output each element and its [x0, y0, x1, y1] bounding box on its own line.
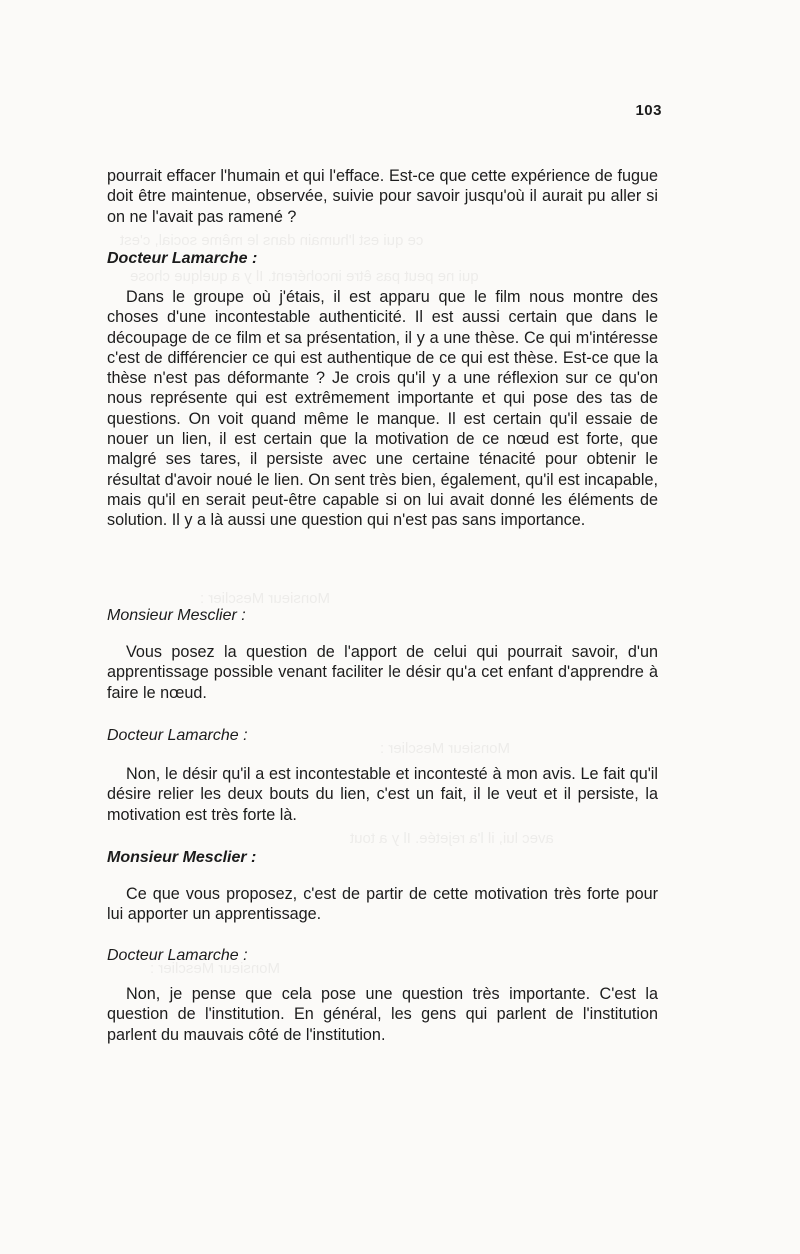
bleed-through-text: Monsieur Mesclier : — [200, 590, 331, 607]
paragraph: Non, je pense que cela pose une question très importante. C'est la question de l'institution. En général, les gens qui parlent de l'institution parlent du mauvais côté de l'institution. — [107, 985, 658, 1044]
paragraph: Ce que vous proposez, c'est de partir de cette motivation très forte pour lui apporter un apprentissage. — [107, 885, 658, 924]
paragraph: Non, le désir qu'il a est incontestable et incontesté à mon avis. Le fait qu'il désire relier les deux bouts du lien, c'est un fait, il le veut et il persiste, la motivation est très forte là. — [107, 765, 658, 824]
speaker-label: Docteur Lamarche : — [107, 727, 248, 744]
page-number: 103 — [635, 102, 662, 119]
bleed-through-text: Monsieur Mesclier : — [150, 960, 281, 977]
bleed-through-text: Monsieur Mesclier : — [380, 740, 511, 757]
bleed-through-text: avec lui, il l'a rejetée. Il y a tout — [350, 830, 554, 847]
paragraph: Vous posez la question de l'apport de celui qui pourrait savoir, d'un apprentissage possible venant faciliter le désir qu'a cet enfant d'apprendre à faire le nœud. — [107, 643, 658, 702]
bleed-through-text: qui ne peut pas être incohérent. Il y a quelque chose — [130, 268, 479, 285]
bleed-through-text: ce qui est l'humain dans le même social, c'est — [120, 232, 424, 249]
speaker-label: Docteur Lamarche : — [107, 947, 248, 964]
paragraph-continuation: pourrait effacer l'humain et qui l'efface. Est-ce que cette expérience de fugue doit être maintenue, observée, suivie pour savoir jusqu'où il aurait pu aller si on ne l'avait pas ramené ? — [107, 167, 658, 226]
speaker-label: Docteur Lamarche : — [107, 250, 258, 267]
speaker-label: Monsieur Mesclier : — [107, 607, 246, 624]
speaker-label: Monsieur Mesclier : — [107, 849, 257, 866]
paragraph: Dans le groupe où j'étais, il est apparu que le film nous montre des choses d'une incontestable authenticité. Il est aussi certain que dans le découpage de ce film et sa présentation, il y a une thèse. Ce qui m'intéresse c'est de différencier ce qui est authentique de ce qui est thèse. Est-ce que la thèse n'est pas déformante ? Je crois qu'il y a une réflexion sur ce qu'on nous représente qui est extrêmement importante et qui pose des tas de questions. On voit quand même le manque. Il est certain qu'il essaie de nouer un lien, il est certain que la motivation de ce nœud est forte, que malgré ses tares, il persiste avec une certaine ténacité pour obtenir le résultat d'avoir noué le lien. On sent très bien, également, qu'il est incapable, mais qu'il en serait peut-être capable si on lui avait donné les éléments de solution. Il y a là aussi une question qui n'est pas sans importance. — [107, 288, 658, 530]
